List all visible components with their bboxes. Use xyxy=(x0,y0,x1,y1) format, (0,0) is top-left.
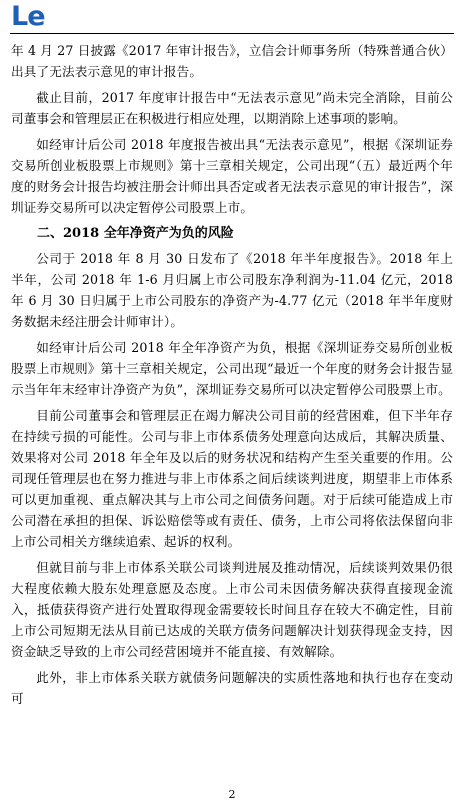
section-heading-net-assets-risk: 二、2018 全年净资产为负的风险 xyxy=(37,226,234,241)
paragraph-suspension-risk-audit: 如经审计后公司 2018 年度报告被出具“无法表示意见”，根据《深圳证券交易所创业板股票上市规则》第十三章相关规定，公司出现“（五）最近两个年度的财务会计报告均被注册会计师出具否定或者无法表示意见的审计报告”，深圳证券交易所可以决定暂停公司股票上市。 xyxy=(11,137,453,215)
paragraph-management-efforts: 目前公司董事会和管理层正在竭力解决公司目前的经营困难，但下半年存在持续亏损的可能性。公司与非上市体系债务处理意向达成后，其解决质量、效果将对公司 2018 年全年及以后的财务状况和结构产生至关重要的作用。公司现任管理层也在努力推进与非上市体系之间后续谈判进度，期望非上市体系可以更加重视、重点解决其与上市公司之间债务问题。对于后续可能造成上市公司潜在承担的担保、诉讼赔偿等或有责任、债务，上市公司将依法保留向非上市公司相关方继续追索、起诉的权利。 xyxy=(11,408,453,549)
document-body xyxy=(11,40,453,714)
letv-logo: Le xyxy=(11,1,45,32)
header-divider xyxy=(10,33,454,34)
paragraph-suspension-risk-net-assets: 如经审计后公司 2018 年全年净资产为负，根据《深圳证券交易所创业板股票上市规则》第十三章相关规定，公司出现“最近一个年度的财务会计报告显示当年年末经审计净资产为负”，深圳证券交易所可以决定暂停公司股票上市。 xyxy=(11,340,453,397)
paragraph-additional-uncertainty: 此外，非上市体系关联方就债务问题解决的实质性落地和执行也存在变动可 xyxy=(11,670,453,706)
paragraph-half-year-report: 公司于 2018 年 8 月 30 日发布了《2018 年半年度报告》。2018 年上半年，公司 2018 年 1-6 月归属上市公司股东净利润为-11.04 亿元，2018 年 6 月 30 日归属于上市公司股东的净资产为-4.77 亿元（2018 年半年度财务数据未经注册会计师审计）。 xyxy=(11,251,453,329)
page-number: 2 xyxy=(228,788,236,801)
paragraph-opinion-not-eliminated: 截止目前，2017 年度审计报告中“无法表示意见”尚未完全消除，目前公司董事会和管理层正在积极进行相应处理，以期消除上述事项的影响。 xyxy=(11,90,453,126)
paragraph-audit-report-disclosure: 年 4 月 27 日披露《2017 年审计报告》，立信会计师事务所（特殊普通合伙）出具了无法表示意见的审计报告。 xyxy=(11,43,453,79)
page-header xyxy=(0,0,464,34)
paragraph-negotiation-progress: 但就目前与非上市体系关联公司谈判进展及推动情况，后续谈判效果仍很大程度依赖大股东处理意愿及态度。上市公司未因债务解决获得直接现金流入，抵债获得资产进行处置取得现金需要较长时间且存在较大不确定性，目前上市公司短期无法从目前已达成的关联方债务问题解决计划获得现金支持，因资金缺乏导致的上市公司经营困境并不能直接、有效解除。 xyxy=(11,560,453,659)
